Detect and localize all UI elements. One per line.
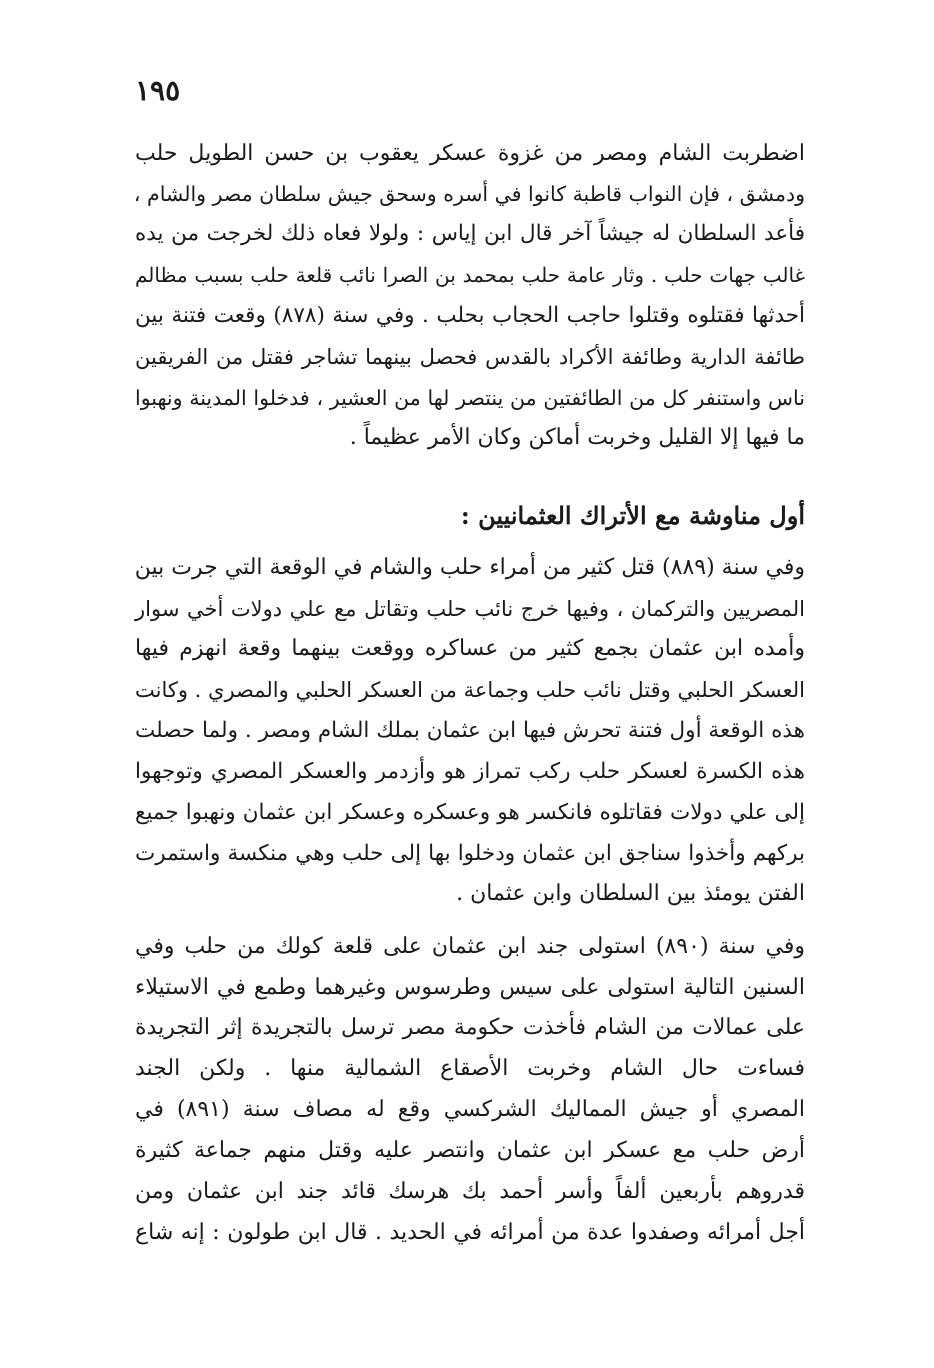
paragraph-2-line: الفتن يومئذ بين السلطان وابن عثمان . [456, 881, 805, 906]
section-heading: أول مناوشة مع الأتراك العثمانيين : [460, 501, 805, 530]
paragraph-2-line: هذه الكسرة لعسكر حلب ركب تمراز هو وأزدمر والعسكر المصري وتوجهوا [135, 759, 805, 784]
paragraph-3-line: وفي سنة (٨٩٠) استولى جند ابن عثمان على قلعة كولك من حلب وفي [135, 934, 805, 959]
paragraph-1-line: فأعد السلطان له جيشاً آخر قال ابن إياس : ولولا فعاه ذلك لخرجت من يده [135, 221, 805, 246]
paragraph-2-line: العسكر الحلبي وقتل نائب حلب وجماعة من العسكر الحلبي والمصري . وكانت [135, 678, 805, 702]
paragraph-3-line: السنين التالية استولى على سيس وطرسوس وغيرهما وطمع في الاستيلاء [135, 975, 805, 1000]
paragraph-2-line: وأمده ابن عثمان بجمع كثير من عساكره ووقعت بينهما وقعة انهزم فيها [135, 636, 805, 661]
paragraph-2-line: بركهم وأخذوا سناجق ابن عثمان ودخلوا بها إلى حلب وهي منكسة واستمرت [135, 841, 805, 866]
paragraph-1-line: ودمشق ، فإن النواب قاطبة كانوا في أسره وسحق جيش سلطان مصر والشام ، [133, 182, 805, 206]
page-number: ١٩٥ [135, 74, 181, 107]
paragraph-1-line: ناس واستنفر كل من الطائفتين من ينتصر لها من العشير ، فدخلوا المدينة ونهبوا [135, 386, 805, 410]
paragraph-1-line: ما فيها إلا القليل وخربت أماكن وكان الأمر عظيماً . [349, 425, 805, 450]
paragraph-1-line: غالب جهات حلب . وثار عامة حلب بمحمد بن الصرا نائب قلعة حلب بسبب مظالم [135, 263, 805, 287]
paragraph-1-line: طائفة الدارية وطائفة الأكراد بالقدس فحصل بينهما تشاجر فقتل من الفريقين [135, 345, 805, 369]
paragraph-3-line: أرض حلب مع عسكر ابن عثمان وانتصر عليه وقتل منهم جماعة كثيرة [135, 1138, 805, 1163]
paragraph-3-line: فساءت حال الشام وخربت الأصقاع الشمالية منها . ولكن الجند [135, 1056, 805, 1081]
paragraph-2-line: هذه الوقعة أول فتنة تحرش فيها ابن عثمان بملك الشام ومصر . ولما حصلت [135, 718, 805, 743]
paragraph-3-line: على عمالات من الشام فأخذت حكومة مصر ترسل بالتجريدة إثر التجريدة [135, 1015, 805, 1040]
paragraph-3-line: أجل أمرائه وصفدوا عدة من أمرائه في الحديد . قال ابن طولون : إنه شاع [135, 1220, 805, 1245]
paragraph-2-line: المصريين والتركمان ، وفيها خرج نائب حلب وتقاتل مع علي دولات أخي سوار [135, 597, 805, 621]
paragraph-2-line: وفي سنة (٨٨٩) قتل كثير من أمراء حلب والشام في الوقعة التي جرت بين [134, 555, 805, 580]
paragraph-3-line: قدروهم بأربعين ألفاً وأسر أحمد بك هرسك قائد جند ابن عثمان ومن [135, 1179, 805, 1204]
paragraph-1-line: أحدثها فقتلوه وقتلوا حاجب الحجاب بحلب . وفي سنة (٨٧٨) وقعت فتنة بين [135, 303, 806, 328]
paragraph-3-line: المصري أو جيش المماليك الشركسي وقع له مصاف سنة (٨٩١) في [135, 1097, 805, 1122]
paragraph-2-line: إلى علي دولات فقاتلوه فانكسر هو وعسكره وعسكر ابن عثمان ونهبوا جميع [135, 800, 805, 825]
paragraph-1-line: اضطربت الشام ومصر من غزوة عسكر يعقوب بن حسن الطويل حلب [135, 141, 805, 166]
